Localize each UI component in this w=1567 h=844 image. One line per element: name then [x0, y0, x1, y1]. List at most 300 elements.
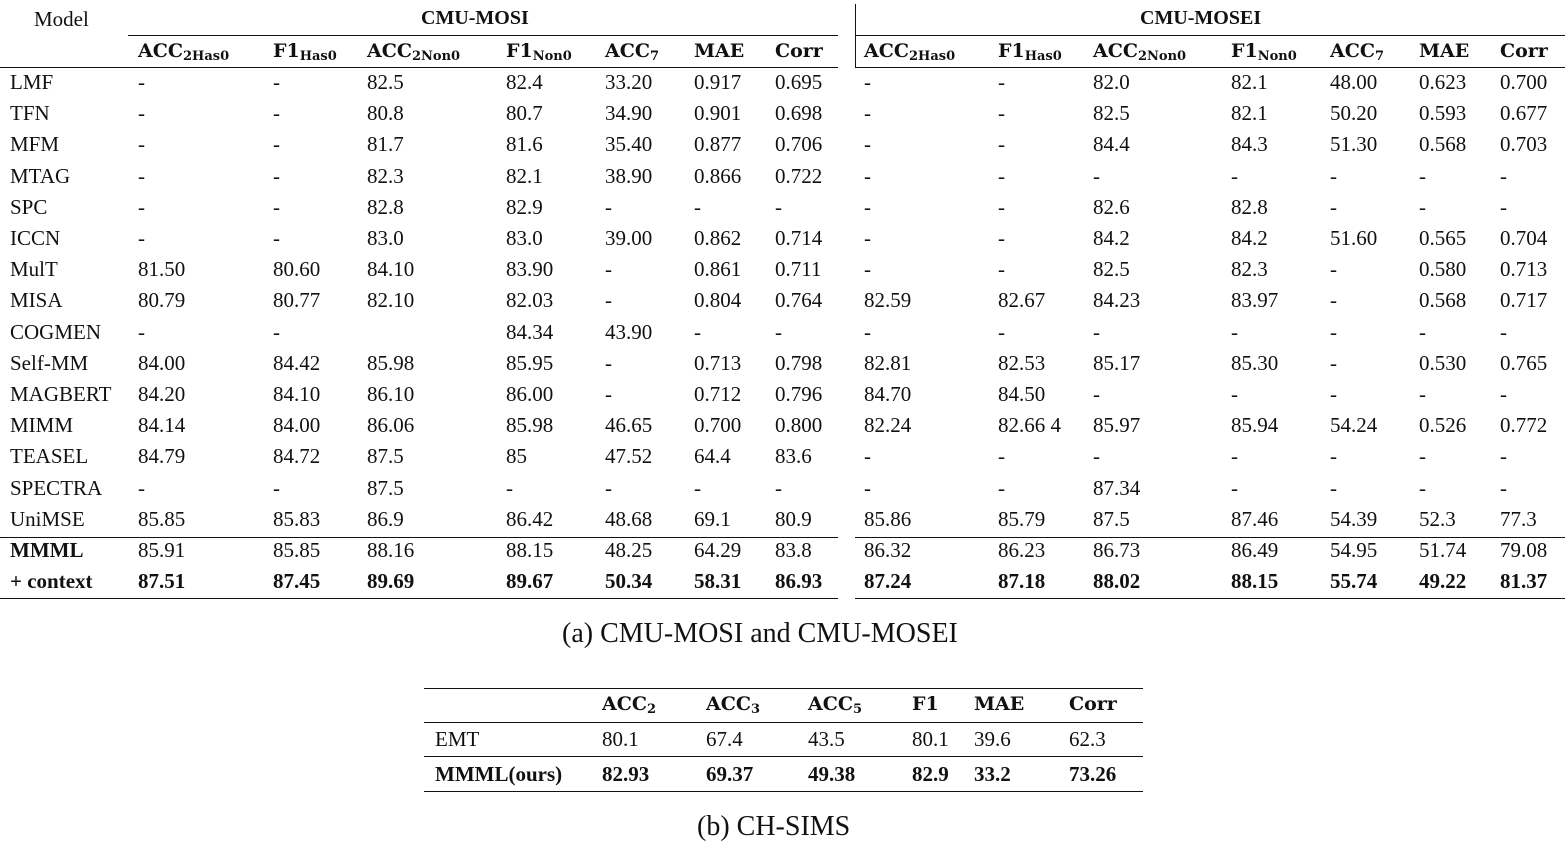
column-header-base: ACC [706, 693, 751, 715]
mosei-value-cell: - [998, 257, 1005, 281]
mosi-value-cell: 0.706 [775, 132, 823, 156]
mosi-value-cell: 81.50 [138, 257, 186, 281]
mosei-value-cell: 50.20 [1330, 101, 1378, 125]
mosi-value-cell: - [273, 195, 280, 219]
mosei-value-cell: 82.81 [864, 351, 912, 375]
mosi-value-cell: 85 [506, 444, 527, 468]
column-header-subscript: 2Non0 [412, 49, 461, 64]
mosi-column-header [775, 39, 823, 69]
mosi-value-cell: 84.14 [138, 413, 186, 437]
mosi-value-cell: 85.85 [273, 538, 321, 562]
mosi-value-cell: - [605, 382, 612, 406]
model-name: UniMSE [10, 507, 85, 531]
mosei-value-cell: 0.700 [1500, 70, 1548, 94]
mosi-value-cell: 85.85 [138, 507, 186, 531]
mosi-value-cell: - [273, 132, 280, 156]
sims-value-cell: 62.3 [1069, 727, 1106, 751]
mosei-value-cell: 82.5 [1093, 101, 1130, 125]
mosi-value-cell: - [138, 164, 145, 188]
mosei-value-cell: 85.79 [998, 507, 1046, 531]
mosi-value-cell: 82.1 [506, 164, 543, 188]
mosi-value-cell: 80.79 [138, 288, 186, 312]
mosei-value-cell: 51.30 [1330, 132, 1378, 156]
sims-value-cell: 49.38 [808, 762, 856, 786]
mosei-value-cell: 0.623 [1419, 70, 1467, 94]
mosei-value-cell: 86.32 [864, 538, 912, 562]
mosei-value-cell: 84.2 [1093, 226, 1130, 250]
sims-column-header [974, 692, 1024, 722]
mosi-value-cell: 83.8 [775, 538, 812, 562]
column-header-base: ACC [367, 40, 412, 62]
sims-column-header [602, 692, 656, 722]
mosi-value-cell: 0.698 [775, 101, 823, 125]
mosei-value-cell: - [1231, 476, 1238, 500]
mosei-value-cell: 84.2 [1231, 226, 1268, 250]
mosi-value-cell: 88.15 [506, 538, 554, 562]
mosei-value-cell: 87.18 [998, 569, 1046, 593]
mid-rule [424, 756, 1143, 757]
mosei-value-cell: 55.74 [1330, 569, 1378, 593]
mosei-value-cell: 0.565 [1419, 226, 1467, 250]
mosi-value-cell: 84.72 [273, 444, 321, 468]
column-header-subscript: Non0 [1257, 49, 1297, 64]
mosi-value-cell: 85.95 [506, 351, 554, 375]
sims-value-cell: 39.6 [974, 727, 1011, 751]
mosi-value-cell: 0.712 [694, 382, 742, 406]
mosei-value-cell: - [864, 132, 871, 156]
mosei-value-cell: 0.677 [1500, 101, 1548, 125]
column-header-subscript: 7 [1375, 49, 1385, 64]
mosi-value-cell: 64.4 [694, 444, 731, 468]
mosei-value-cell: 88.15 [1231, 569, 1279, 593]
mosei-value-cell: 0.704 [1500, 226, 1548, 250]
mosi-value-cell: 80.60 [273, 257, 321, 281]
mosi-value-cell: 0.695 [775, 70, 823, 94]
mosei-value-cell: - [864, 320, 871, 344]
mosi-value-cell: 80.7 [506, 101, 543, 125]
mosei-value-cell: 86.49 [1231, 538, 1279, 562]
model-name: MFM [10, 132, 60, 156]
sims-column-header [912, 692, 939, 722]
mosei-value-cell: 87.24 [864, 569, 912, 593]
mosei-value-cell: 0.717 [1500, 288, 1548, 312]
column-header-base: ACC [602, 693, 647, 715]
mosi-value-cell: 43.90 [605, 320, 653, 344]
mosei-value-cell: 0.526 [1419, 413, 1467, 437]
bottom-rule [424, 791, 1143, 792]
mosi-value-cell: - [273, 70, 280, 94]
sims-value-cell: 80.1 [602, 727, 639, 751]
mosei-value-cell: - [1330, 476, 1337, 500]
mosei-value-cell: 85.94 [1231, 413, 1279, 437]
mosei-value-cell: - [1419, 195, 1426, 219]
mosi-value-cell: 35.40 [605, 132, 653, 156]
mosi-value-cell: 86.00 [506, 382, 554, 406]
mosei-value-cell: 0.593 [1419, 101, 1467, 125]
mosi-value-cell: 82.9 [506, 195, 543, 219]
sims-value-cell: 33.2 [974, 762, 1011, 786]
bottom-rule-mosei [855, 598, 1565, 599]
mosi-value-cell: - [694, 320, 701, 344]
mosi-value-cell: 0.711 [775, 257, 822, 281]
mosei-value-cell: 79.08 [1500, 538, 1548, 562]
sims-value-cell: 73.26 [1069, 762, 1117, 786]
mosi-value-cell: 0.713 [694, 351, 742, 375]
mosei-value-cell: - [1419, 164, 1426, 188]
mosi-value-cell: 0.800 [775, 413, 823, 437]
column-header-base: Corr [1500, 40, 1548, 62]
mosi-value-cell: 38.90 [605, 164, 653, 188]
mosei-value-cell: - [864, 476, 871, 500]
group-rule-mosi [128, 35, 838, 36]
model-name: COGMEN [10, 320, 102, 344]
mosei-value-cell: 0.772 [1500, 413, 1548, 437]
mosi-value-cell: 86.06 [367, 413, 415, 437]
mosei-value-cell: 49.22 [1419, 569, 1467, 593]
mosei-value-cell: - [1231, 320, 1238, 344]
mosei-column-header [1500, 39, 1548, 69]
mosei-value-cell: 0.580 [1419, 257, 1467, 281]
mosei-value-cell: 85.30 [1231, 351, 1279, 375]
mosei-value-cell: - [1330, 320, 1337, 344]
mosei-value-cell: - [1330, 257, 1337, 281]
mosi-value-cell: 39.00 [605, 226, 653, 250]
mosi-value-cell: - [138, 132, 145, 156]
model-name: MulT [10, 257, 58, 281]
mosei-value-cell: 86.23 [998, 538, 1046, 562]
mosi-value-cell: 0.714 [775, 226, 823, 250]
column-header-base: F1 [998, 40, 1025, 62]
header-bottom-rule [424, 722, 1143, 723]
column-header-subscript: Has0 [1024, 49, 1062, 64]
mosi-value-cell: 85.98 [367, 351, 415, 375]
mosi-value-cell: 85.98 [506, 413, 554, 437]
mosi-value-cell: 84.20 [138, 382, 186, 406]
mosi-value-cell: 83.90 [506, 257, 554, 281]
group-header-mosei: CMU-MOSEI [1140, 7, 1262, 29]
mosi-value-cell: - [605, 195, 612, 219]
mosei-value-cell: - [1500, 164, 1507, 188]
mosei-value-cell: 48.00 [1330, 70, 1378, 94]
mosei-value-cell: - [864, 257, 871, 281]
sims-value-cell: 69.37 [706, 762, 754, 786]
column-header-base: MAE [694, 40, 745, 62]
mosi-value-cell: 58.31 [694, 569, 742, 593]
mosei-value-cell: 82.59 [864, 288, 912, 312]
column-header-base: ACC [138, 40, 183, 62]
column-header-base: ACC [808, 693, 853, 715]
mosei-value-cell: - [1500, 476, 1507, 500]
mosi-value-cell: 82.3 [367, 164, 404, 188]
column-header-base: F1 [912, 693, 939, 715]
group-divider [855, 4, 856, 68]
mosei-value-cell: - [1500, 320, 1507, 344]
mosei-value-cell: - [1231, 164, 1238, 188]
column-header-base: ACC [1330, 40, 1375, 62]
mosi-value-cell: - [694, 195, 701, 219]
mosi-value-cell: 0.798 [775, 351, 823, 375]
mosei-value-cell: 82.1 [1231, 70, 1268, 94]
mosi-value-cell: 84.79 [138, 444, 186, 468]
mosei-value-cell: - [998, 164, 1005, 188]
mosi-value-cell: 82.03 [506, 288, 554, 312]
group-rule-mosei [855, 35, 1565, 36]
mosei-value-cell: - [1419, 476, 1426, 500]
mosi-value-cell: 82.10 [367, 288, 415, 312]
mosi-value-cell: - [138, 101, 145, 125]
mosei-value-cell: - [998, 444, 1005, 468]
bottom-rule-mosi [0, 598, 838, 599]
mosi-value-cell: 87.5 [367, 476, 404, 500]
mosei-value-cell: - [998, 132, 1005, 156]
mosei-value-cell: - [864, 195, 871, 219]
mosei-value-cell: 77.3 [1500, 507, 1537, 531]
mosi-value-cell: - [138, 476, 145, 500]
column-header-subscript: 2Has0 [909, 49, 956, 64]
mosi-value-cell: - [694, 476, 701, 500]
mosi-value-cell: 0.804 [694, 288, 742, 312]
mosei-value-cell: - [1330, 195, 1337, 219]
model-name: MMML [10, 538, 84, 562]
model-column-header: Model [34, 7, 89, 31]
mosei-value-cell: 83.97 [1231, 288, 1279, 312]
mosi-value-cell: 86.42 [506, 507, 554, 531]
column-header-subscript: Has0 [299, 49, 337, 64]
mosei-value-cell: 51.60 [1330, 226, 1378, 250]
mosei-value-cell: 0.530 [1419, 351, 1467, 375]
mosei-column-header [1330, 39, 1384, 69]
mosi-value-cell: 0.862 [694, 226, 742, 250]
column-header-base: Corr [775, 40, 823, 62]
mosi-value-cell: 0.700 [694, 413, 742, 437]
sims-value-cell: 80.1 [912, 727, 949, 751]
mosi-value-cell: - [605, 351, 612, 375]
mosi-value-cell: 0.901 [694, 101, 742, 125]
mosi-value-cell: 80.9 [775, 507, 812, 531]
mosi-value-cell: 0.917 [694, 70, 742, 94]
mosi-value-cell: 0.866 [694, 164, 742, 188]
mosei-value-cell: 84.70 [864, 382, 912, 406]
mosi-value-cell: 86.93 [775, 569, 823, 593]
mosei-value-cell: - [864, 101, 871, 125]
mosei-value-cell: 84.23 [1093, 288, 1141, 312]
mosi-value-cell: 82.8 [367, 195, 404, 219]
mosei-value-cell: 82.53 [998, 351, 1046, 375]
column-header-base: ACC [1093, 40, 1138, 62]
mosi-value-cell: - [775, 320, 782, 344]
caption-a: (a) CMU-MOSI and CMU-MOSEI [562, 618, 958, 649]
sims-column-header [1069, 692, 1117, 722]
mosei-column-header [864, 39, 955, 69]
mosei-value-cell: - [1419, 382, 1426, 406]
column-header-base: ACC [605, 40, 650, 62]
mosei-value-cell: - [1093, 164, 1100, 188]
mosi-value-cell: 80.77 [273, 288, 321, 312]
column-header-base: F1 [506, 40, 533, 62]
model-name: ICCN [10, 226, 61, 250]
mosei-value-cell: 82.3 [1231, 257, 1268, 281]
sims-value-cell: 82.9 [912, 762, 949, 786]
mosi-value-cell: 34.90 [605, 101, 653, 125]
mosei-value-cell: - [998, 101, 1005, 125]
mosei-value-cell: - [864, 164, 871, 188]
mosei-value-cell: - [1330, 444, 1337, 468]
mosi-value-cell: 83.6 [775, 444, 812, 468]
mosei-value-cell: 82.67 [998, 288, 1046, 312]
mosei-column-header [1093, 39, 1186, 69]
mosi-value-cell: 84.10 [367, 257, 415, 281]
mosi-value-cell: 0.877 [694, 132, 742, 156]
top-rule [424, 688, 1143, 689]
model-name: LMF [10, 70, 54, 94]
mosi-value-cell: 50.34 [605, 569, 653, 593]
mosei-column-header [1419, 39, 1469, 69]
mosei-value-cell: - [998, 195, 1005, 219]
mosei-value-cell: 82.66 4 [998, 413, 1061, 437]
mosi-value-cell: 87.45 [273, 569, 321, 593]
mosei-value-cell: 81.37 [1500, 569, 1548, 593]
model-name: + context [10, 569, 93, 593]
mosi-value-cell: - [506, 476, 513, 500]
mosi-value-cell: 0.796 [775, 382, 823, 406]
mosei-value-cell: 54.95 [1330, 538, 1378, 562]
mosei-value-cell: - [998, 476, 1005, 500]
mosei-value-cell: 87.34 [1093, 476, 1141, 500]
sims-column-header [706, 692, 760, 722]
mosi-value-cell: 87.51 [138, 569, 186, 593]
mosi-value-cell: 82.5 [367, 70, 404, 94]
mosei-value-cell: 87.46 [1231, 507, 1279, 531]
mosei-value-cell: 0.713 [1500, 257, 1548, 281]
mosi-value-cell: 85.83 [273, 507, 321, 531]
model-name: MTAG [10, 164, 71, 188]
mosei-value-cell: - [998, 320, 1005, 344]
mosi-value-cell: - [138, 70, 145, 94]
mosi-value-cell: - [605, 476, 612, 500]
mosei-value-cell: 0.568 [1419, 132, 1467, 156]
mosi-value-cell: 83.0 [367, 226, 404, 250]
mosi-value-cell: 48.25 [605, 538, 653, 562]
mosei-value-cell: 86.73 [1093, 538, 1141, 562]
mosi-value-cell: 47.52 [605, 444, 653, 468]
mosi-value-cell: 48.68 [605, 507, 653, 531]
mosi-value-cell: 84.00 [138, 351, 186, 375]
mosi-value-cell: 87.5 [367, 444, 404, 468]
mosi-value-cell: - [273, 226, 280, 250]
mosei-value-cell: - [1093, 320, 1100, 344]
mosei-value-cell: 82.1 [1231, 101, 1268, 125]
mosi-value-cell: - [273, 164, 280, 188]
model-name: SPECTRA [10, 476, 103, 500]
mosei-value-cell: 54.24 [1330, 413, 1378, 437]
mosi-column-header [506, 39, 572, 69]
mosei-value-cell: 84.3 [1231, 132, 1268, 156]
mosei-value-cell: 0.765 [1500, 351, 1548, 375]
mosei-value-cell: 0.703 [1500, 132, 1548, 156]
mosi-value-cell: 84.00 [273, 413, 321, 437]
mosei-value-cell: 85.86 [864, 507, 912, 531]
group-header-mosi: CMU-MOSI [421, 7, 529, 29]
mosei-value-cell: - [1500, 444, 1507, 468]
model-name: EMT [435, 727, 480, 751]
mosi-value-cell: 33.20 [605, 70, 653, 94]
column-header-subscript: 7 [650, 49, 660, 64]
mosei-value-cell: - [998, 226, 1005, 250]
mosei-value-cell: - [864, 70, 871, 94]
mosei-column-header [1231, 39, 1297, 69]
mosi-value-cell: - [775, 476, 782, 500]
mosei-value-cell: - [998, 70, 1005, 94]
mosi-column-header [605, 39, 659, 69]
column-header-base: F1 [1231, 40, 1258, 62]
caption-b: (b) CH-SIMS [697, 811, 851, 842]
column-header-base: Corr [1069, 693, 1117, 715]
mosi-column-header [273, 39, 337, 69]
mosei-value-cell: - [1419, 444, 1426, 468]
mosi-value-cell: 69.1 [694, 507, 731, 531]
mosi-value-cell: 81.6 [506, 132, 543, 156]
mosi-value-cell: 86.9 [367, 507, 404, 531]
mosei-value-cell: 82.5 [1093, 257, 1130, 281]
mosi-value-cell: - [605, 257, 612, 281]
column-header-subscript: 2Non0 [1138, 49, 1187, 64]
mosei-value-cell: 82.24 [864, 413, 912, 437]
column-header-base: F1 [273, 40, 300, 62]
mosi-value-cell: 84.42 [273, 351, 321, 375]
mosi-value-cell: 80.8 [367, 101, 404, 125]
mosei-value-cell: 52.3 [1419, 507, 1456, 531]
sims-value-cell: 67.4 [706, 727, 743, 751]
mosei-value-cell: 82.8 [1231, 195, 1268, 219]
model-name: TEASEL [10, 444, 89, 468]
model-name: MISA [10, 288, 63, 312]
mosei-value-cell: - [1330, 164, 1337, 188]
column-header-subscript: Non0 [532, 49, 572, 64]
mosei-value-cell: 88.02 [1093, 569, 1141, 593]
sims-value-cell: 82.93 [602, 762, 650, 786]
mosi-value-cell: 88.16 [367, 538, 415, 562]
mosei-value-cell: 51.74 [1419, 538, 1467, 562]
mosi-value-cell: 86.10 [367, 382, 415, 406]
model-name: MMML(ours) [435, 762, 563, 786]
mosi-value-cell: - [273, 320, 280, 344]
mosei-column-header [998, 39, 1062, 69]
mosei-value-cell: - [1500, 382, 1507, 406]
mosi-value-cell: - [273, 101, 280, 125]
column-header-base: ACC [864, 40, 909, 62]
mosi-value-cell: - [775, 195, 782, 219]
mosei-value-cell: 85.17 [1093, 351, 1141, 375]
mosi-column-header [138, 39, 229, 69]
mosi-value-cell: 84.10 [273, 382, 321, 406]
mosi-value-cell: 84.34 [506, 320, 554, 344]
mosi-value-cell: 85.91 [138, 538, 186, 562]
sims-value-cell: 43.5 [808, 727, 845, 751]
sims-column-header [808, 692, 862, 722]
column-header-subscript: 2Has0 [183, 49, 230, 64]
model-name: MIMM [10, 413, 74, 437]
mosei-value-cell: - [1231, 444, 1238, 468]
mosi-column-header [367, 39, 460, 69]
model-name: SPC [10, 195, 48, 219]
model-name: Self-MM [10, 351, 89, 375]
mosi-value-cell: 0.722 [775, 164, 823, 188]
mosei-value-cell: - [1419, 320, 1426, 344]
mosei-value-cell: 87.5 [1093, 507, 1130, 531]
column-header-subscript: 5 [853, 702, 863, 717]
column-header-subscript: 3 [751, 702, 761, 717]
mosei-value-cell: - [1330, 382, 1337, 406]
